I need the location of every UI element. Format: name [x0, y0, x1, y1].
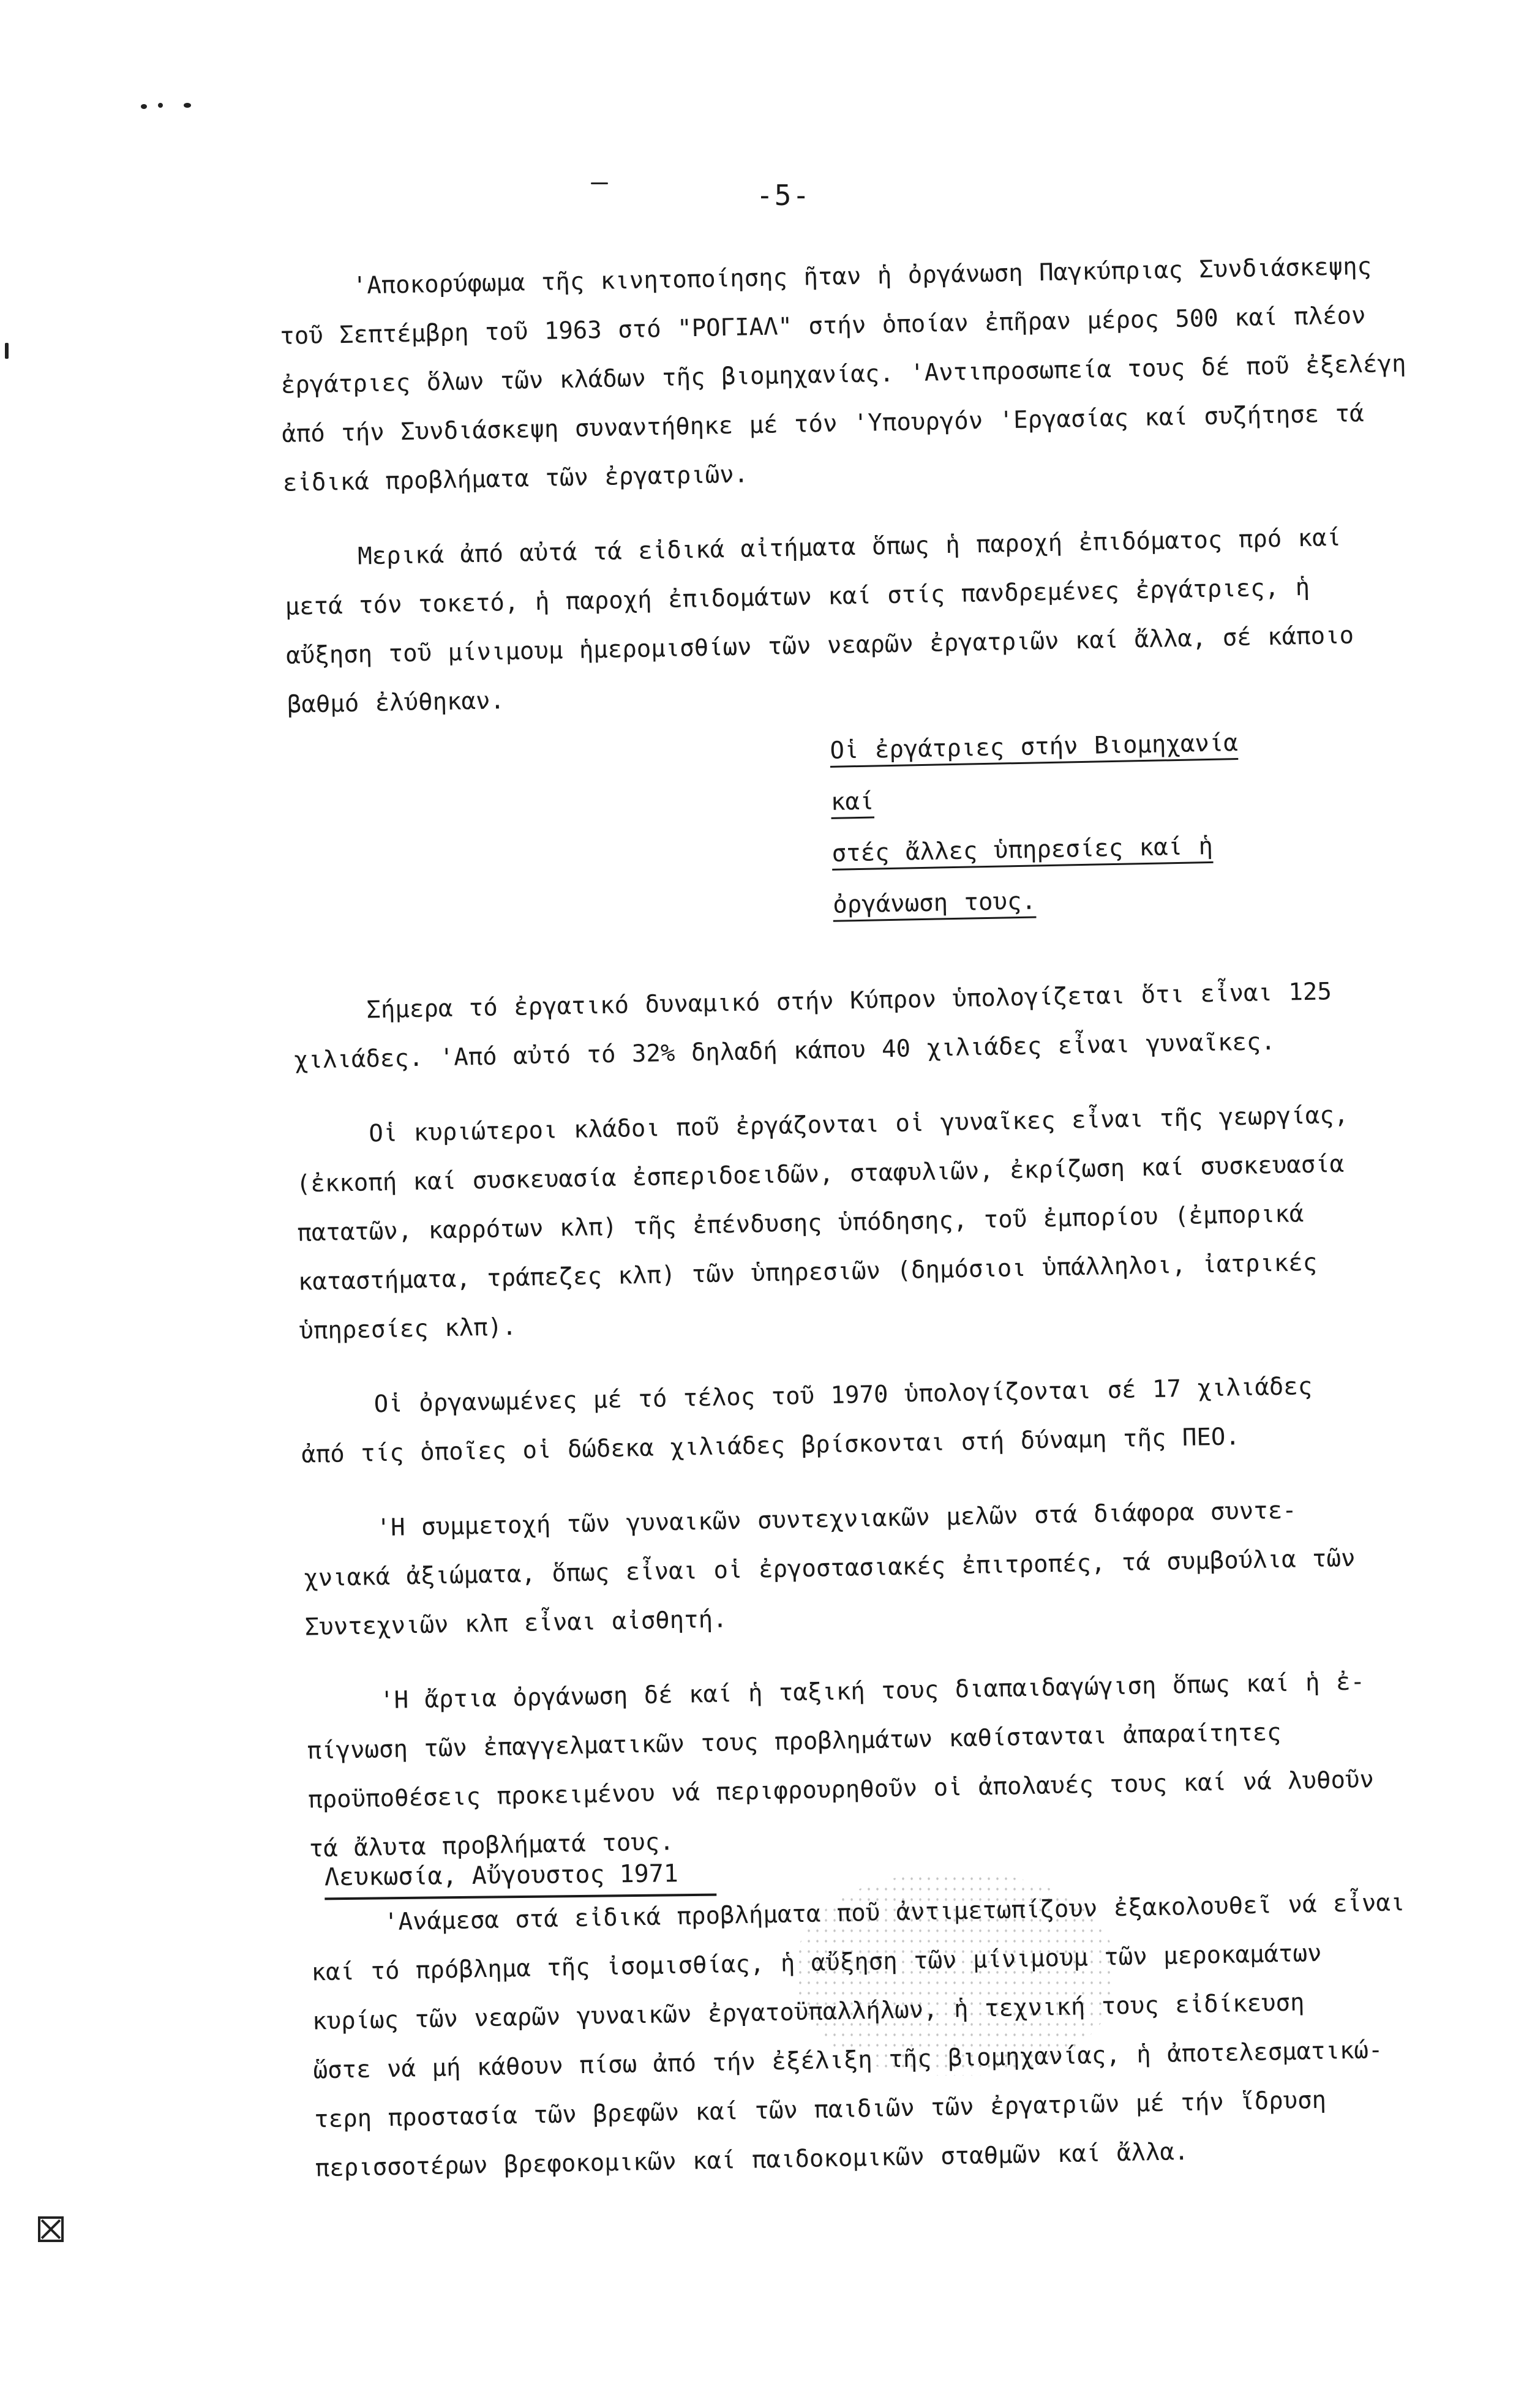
scan-speck — [141, 104, 147, 109]
place-date-signature: Λευκωσία, Αὔγουστος 1971 — [325, 1859, 717, 1900]
section-heading — [830, 716, 1299, 931]
paragraph-main-sectors: Οἱ κυριώτεροι κλάδοι ποῦ ἐργάζονται οἱ γυναῖκες εἶναι τῆς γεωργίας, (ἐκκοπή καί συσκευασία ἐσπεριδοειδῶν, σταφυλιῶν, ἐκρίζωση καί συσκευασία πατατῶν, καρρότων κλπ) τῆς ἐπένδυσης ὑπόδησης, τοῦ ἐμπορίου (ἐμπορικά καταστήματα, τράπεζες κλπ) τῶν ὑπηρεσιῶν (δημόσιοι ὑπάλληλοι, ἰατρικές ὑπηρεσίες κλπ). — [296, 1101, 1349, 1345]
section-heading-text: Οἱ ἐργάτριες στήν Βιομηχανία καί στές ἄλλες ὑπηρεσίες καί ἡ ὀργάνωση τους. — [830, 729, 1239, 919]
scan-speck — [184, 103, 191, 108]
paragraph-organization: 'Η ἄρτια ὀργάνωση δέ καί ἡ ταξική τους διαπαιδαγώγιση ὅπως καί ἡ ἐ- πίγνωση τῶν ἐπαγγελματικῶν τους προβλημάτων καθίστανται ἀπαραίτητες προϋποθέσεις προκειμένου νά περιφρουρηθοῦν οἱ ἀπολαυές τους καί νά λυθοῦν τά ἄλυτα προβλήματά τους. — [307, 1668, 1375, 1863]
faded-stamp-mark — [796, 1874, 1114, 2076]
page-number: -5- — [756, 179, 811, 212]
paragraph-mobilization: 'Αποκορύφωμα τῆς κινητοποίησης ῆταν ἡ ὀργάνωση Παγκύπριας Συνδιάσκεψης τοῦ Σεπτέμβρη τοῦ 1963 στό "ΡΟΓΙΑΛ" στήν ὁποίαν ἐπῆραν μέρος 500 καί πλέον ἐργάτριες ὅλων τῶν κλάδων τῆς βιομηχανίας. 'Αντιπροσωπεία τους δέ ποῦ ἐξελέγη ἀπό τήν Συνδιάσκεψη συναντήθηκε μέ τόν 'Υπουργόν 'Εργασίας καί συζήτησε τά εἰδικά προβλήματα τῶν ἐργατριῶν. — [279, 252, 1406, 497]
scan-speck — [158, 103, 163, 108]
paragraph-special-demands: Μερικά ἀπό αὐτά τά εἰδικά αἰτήματα ὅπως ἡ παροχή ἐπιδόματος πρό καί μετά τόν τοκετό, ἡ παροχή ἐπιδομάτων καί στίς πανδρεμένες ἐργάτριες, ἡ αὔξηση τοῦ μίνιμουμ ἡμερομισθίων τῶν νεαρῶν ἐργατριῶν καί ἄλλα, σέ κάποιο βαθμό ἐλύθηκαν. — [285, 523, 1354, 719]
paragraph-organized: Οἱ ὀργανωμένες μέ τό τέλος τοῦ 1970 ὑπολογίζονται σέ 17 χιλιάδες ἀπό τίς ὁποῖες οἱ δώδεκα χιλιάδες βρίσκονται στή δύναμη τῆς ΠΕΟ. — [301, 1372, 1313, 1469]
paragraph-special-problems: 'Ανάμεσα στά εἰδικά προβλήματα ποῦ ἀντιμετωπίζουν ἐξακολουθεῖ νά εἶναι καί τό πρόβλημα τῆς ἰσομισθίας, ἡ αὔξηση τῶν μίνιμουμ τῶν μεροκαμάτων κυρίως τῶν νεαρῶν γυναικῶν ἐργατοϋπαλλήλων, ἡ τεχνική τους εἰδίκευση ὥστε νά μή κάθουν πίσω ἀπό τήν ἐξέλιξη τῆς βιομηχανίας, ἡ ἀποτελεσματικώ- τερη προστασία τῶν βρεφῶν καί τῶν παιδιῶν τῶν ἐργατριῶν μέ τήν ἵδρυση περισσοτέρων βρεφοκομικῶν καί παιδοκομικῶν σταθμῶν καί ἄλλα. — [311, 1889, 1405, 2183]
paragraph-workforce: Σήμερα τό ἐργατικό δυναμικό στήν Κύπρον ὑπολογίζεται ὅτι εἶναι 125 χιλιάδες. 'Από αὐτό τό 32% δηλαδή κάπου 40 χιλιάδες εἶναι γυναῖκες. — [293, 978, 1332, 1075]
paragraph-participation: 'Η συμμετοχή τῶν γυναικῶν συντεχνιακῶν μελῶν στά διάφορα συντε- χνιακά ἀξιώματα, ὅπως εἶναι οἱ ἐργοστασιακές ἐπιτροπές, τά συμβούλια τῶν Συντεχνιῶν κλπ εἶναι αἰσθητή. — [303, 1496, 1356, 1641]
scan-speck — [591, 182, 608, 184]
scan-speck — [5, 343, 9, 359]
scan-corner-icon — [38, 2216, 64, 2242]
